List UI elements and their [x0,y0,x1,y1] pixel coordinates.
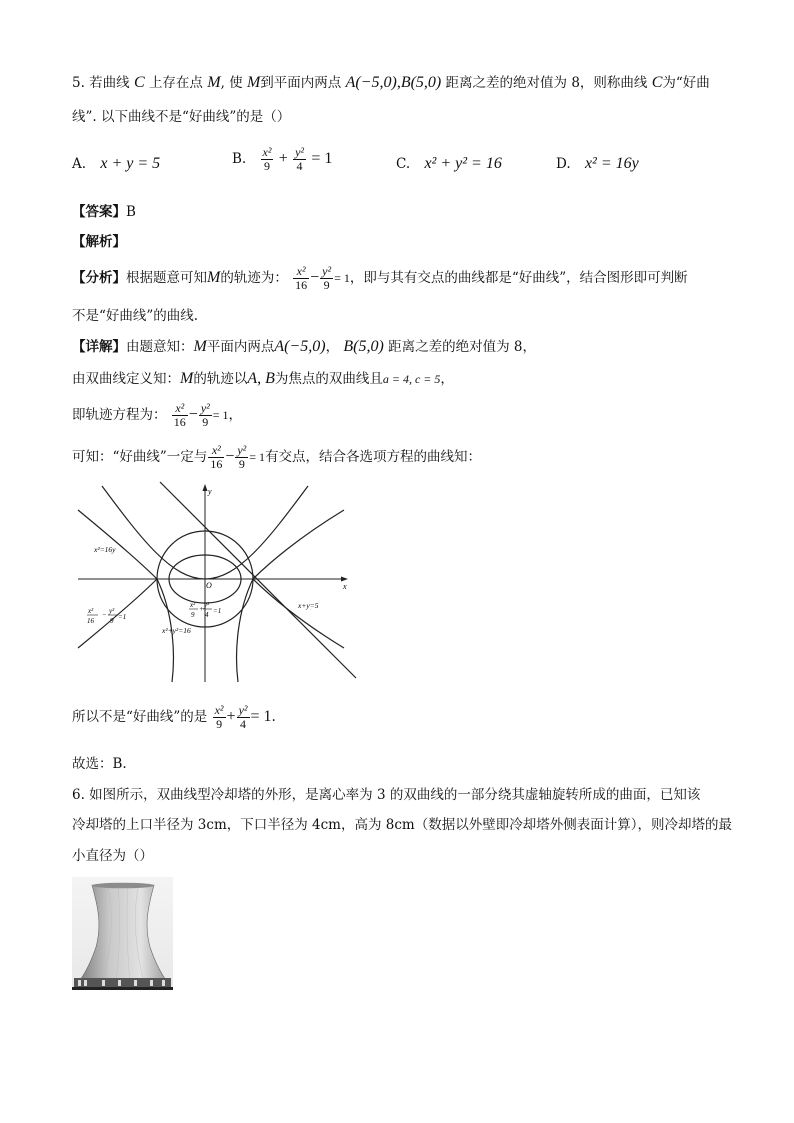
track-line [72,398,242,432]
parabola-label: x²=16y [94,545,116,554]
track-text: 即轨迹方程为： [72,407,167,423]
label-rhs: =1 [213,607,222,615]
option-d-expr: x² = 16y [584,155,639,172]
option-c-expr: x² + y² = 16 [424,155,502,172]
fenxi-tag: 【分析】 [72,270,126,286]
frac-num: x² [172,402,188,416]
detail-text: 由题意知： [126,339,194,355]
plus: + [226,708,236,725]
frac-den: 9 [238,457,245,471]
frac-num: y² [322,264,332,278]
answer-line [72,202,136,222]
option-b-frac2 [293,146,306,173]
frac-num: x² [208,444,224,458]
y-axis-label: y [208,487,212,496]
var-m: M [207,269,221,286]
q6-line-2: 冷却塔的上口半径为 3cm，下口半径为 4cm，高为 8cm（数据以外壁即冷却塔外侧表面计算），则冷却塔的最 [72,817,732,833]
x-axis-label: x [343,582,347,591]
hyperbola-label [87,607,126,625]
ellipse-frac1 [213,704,226,731]
frac-num: y² [200,401,210,415]
detail-line [72,337,536,357]
point-a: A(−5,0) [274,338,326,355]
def-text: 的轨迹以 [193,371,248,387]
plus: + [278,150,288,167]
fenxi-line-1 [72,262,688,294]
hyp-frac1 [172,402,188,429]
var-m: M [246,74,261,91]
frac-den: 4 [240,717,247,731]
q5-text: 到平面内两点 [260,75,342,91]
frac-num: y² [237,443,247,457]
def-text: ， [440,371,454,387]
def-text: 为焦点的双曲线且 [274,371,383,387]
analysis-tag: 【解析】 [72,234,126,250]
know-line [72,440,481,474]
q5-line-1 [72,73,710,93]
rhs: = 1 [249,450,266,464]
a-c-values: a = 4, c = 5 [382,372,441,386]
var-c: C [651,74,663,91]
q6-line-3: 小直径为（） [72,848,153,864]
answer-tag: 【答案】 [72,204,126,220]
q5-text: 5. 若曲线 [72,75,130,91]
hyp-frac1 [293,265,309,292]
q5-text: 上存在点 [148,75,203,91]
var-m: M [207,74,221,91]
option-c [396,155,502,173]
foci-ab: A, B [247,370,275,387]
svg-text:−: − [102,611,107,619]
minus: − [310,269,320,286]
frac-den: 4 [296,159,303,173]
track-text: ， [228,407,243,423]
hyp-frac2 [199,402,212,429]
var-m: M [180,370,194,387]
cooling-tower-photo [72,877,173,990]
y-axis-arrow [203,484,208,491]
conclusion-text: 所以不是“好曲线”的是 [72,709,208,725]
analysis-line [72,232,126,252]
var-m: M [193,338,207,355]
origin-label: O [206,581,212,590]
label-den: 9 [191,611,195,619]
rhs: = 1 [311,150,333,167]
frac-den: 9 [216,717,223,731]
x-axis-arrow [341,577,348,582]
detail-text: 距离之差的绝对值为 8， [388,339,536,355]
def-text: 由双曲线定义知： [72,371,180,387]
option-label: A. [72,156,87,172]
option-b [232,146,332,173]
frac-num: x² [214,703,224,717]
fenxi-text: 的轨迹为： [220,270,288,286]
point-b: B(5,0) [400,74,442,91]
option-b-frac1 [261,146,274,173]
hyp-frac1 [208,444,224,471]
answer-value: B [126,204,136,220]
svg-text:+: + [199,605,204,613]
know-text: 可知：“好曲线”一定与 [72,449,208,465]
fenxi-line-2: 不是“好曲线”的曲线. [72,308,199,324]
frac-num: y² [295,145,305,159]
option-a-expr: x + y = 5 [100,155,161,172]
definition-line [72,369,454,389]
frac-den: 16 [210,457,223,471]
option-label: C. [396,156,411,172]
q5-text: 距离之差的绝对值为 8，则称曲线 [445,75,648,91]
sep: , [396,74,401,91]
option-d [556,155,639,173]
label-den: 9 [110,617,114,625]
q5-line-2: 线”. 以下曲线不是“好曲线”的是（） [72,109,291,125]
q5-text: 为“好曲 [662,75,710,91]
detail-text: ， [325,339,340,355]
detail-text: 平面内两点 [206,339,275,355]
hyp-frac2 [320,265,333,292]
option-label: D. [556,156,571,172]
frac-num: x² [293,265,309,279]
line-curve [160,482,356,678]
label-num: y² [109,607,115,615]
ellipse-frac2 [237,704,250,731]
label-den: 16 [87,617,94,625]
frac-den: 9 [323,278,330,292]
line-label: x+y=5 [298,601,319,610]
frac-den: 16 [173,415,186,429]
rhs: = 1 [212,408,229,422]
know-text: 有交点，结合各选项方程的曲线知： [265,449,482,465]
fenxi-text: ，即与其有交点的曲线都是“好曲线”，结合图形即可判断 [349,270,688,286]
label-den: 4 [205,611,209,619]
rhs: = 1 [250,708,272,725]
label-rhs: =1 [118,613,127,621]
label-num: x² [88,607,94,615]
fenxi-text: 根据题意可知 [126,270,207,286]
point-a: A(−5,0) [345,74,397,91]
label-num: y² [204,601,210,609]
conclusion-text: . [271,709,276,725]
minus: − [188,406,198,423]
conclusion-line [72,700,276,734]
detail-tag: 【详解】 [72,339,126,355]
q6-line-1: 6. 如图所示，双曲线型冷却塔的外形，是离心率为 3 的双曲线的一部分绕其虚轴旋转所成的曲面，已知该 [72,787,701,803]
choose-line: 故选：B. [72,756,127,772]
frac-num: x² [262,145,272,159]
frac-den: 9 [263,159,270,173]
frac-den: 16 [295,278,308,292]
q5-text: , 使 [220,75,243,91]
option-label: B. [232,151,247,167]
frac-num: y² [238,703,248,717]
minus: − [225,448,235,465]
point-b: B(5,0) [343,338,384,355]
label-num: x² [190,601,196,609]
hyp-frac2 [235,444,248,471]
curves-graph [72,480,360,684]
var-c: C [133,74,145,91]
circle-label: x²+y²=16 [162,626,191,635]
frac-den: 9 [202,415,209,429]
option-a [72,155,160,173]
rhs: = 1 [334,271,350,285]
